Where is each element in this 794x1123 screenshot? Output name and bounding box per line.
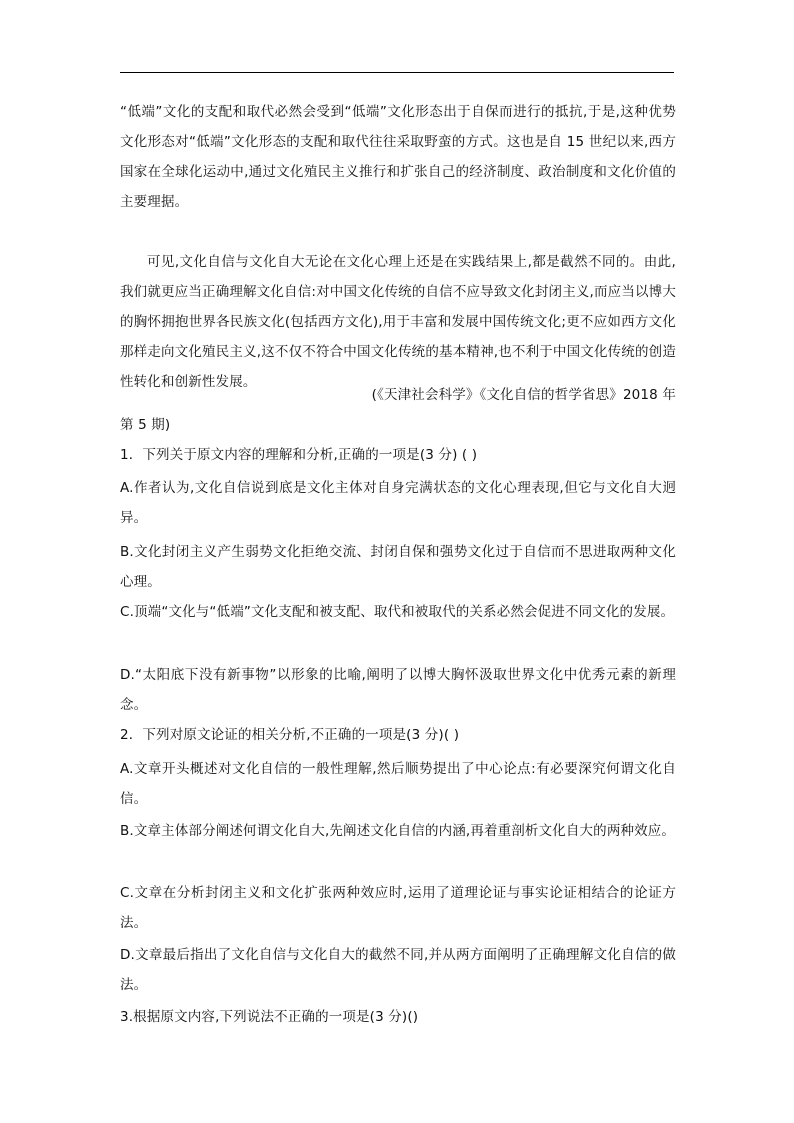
question-1-option-d: D.“太阳底下没有新事物”以形象的比喻,阐明了以博大胸怀汲取世界文化中优秀元素的新理念。 — [120, 667, 676, 713]
question-2-option-c: C.文章在分析封闭主义和文化扩张两种效应时,运用了道理论证与事实论证相结合的论证方法。 — [120, 885, 676, 931]
question-2-option-b: B.文章主体部分阐述何谓文化自大,先阐述文化自信的内涵,再着重剖析文化自大的两种效应。 — [120, 823, 676, 839]
header-rule — [120, 72, 674, 73]
question-2-stem: 2．下列对原文论证的相关分析,不正确的一项是(3 分)( ) — [120, 727, 460, 743]
question-1-stem: 1．下列关于原文内容的理解和分析,正确的一项是(3 分) ( ) — [120, 447, 478, 463]
paragraph-1: “低端”文化的支配和取代必然会受到“低端”文化形态出于自保而进行的抵抗,于是,这种优势文化形态对“低端”文化形态的支配和取代往往采取野蛮的方式。这也是自 15 世纪以来,西方国家在全球化运动中,通过文化殖民主义推行和扩张自己的经济制度、政治制度和文化价值的主要理据。 — [120, 104, 676, 210]
paragraph-2: 可见,文化自信与文化自大无论在文化心理上还是在实践结果上,都是截然不同的。由此, 我们就更应当正确理解文化自信:对中国文化传统的自信不应导致文化封闭主义,而应当以博大的胸怀拥抱世界各民族文化(包括西方文化),用于丰富和发展中国传统文化;更不应如西方文化那样走向文化殖民主义,这不仅不符合中国文化传统的基本精神,也不利于中国文化传统的创造性转化和创新性发展。 — [120, 254, 676, 390]
question-3-stem: 3.根据原文内容,下列说法不正确的一项是(3 分)() — [120, 1009, 419, 1025]
source-citation-line-2: 第 5 期) — [120, 417, 171, 433]
question-1-option-c: C.顶端“文化与“低端”文化支配和被支配、取代和被取代的关系必然会促进不同文化的发展。 — [120, 604, 675, 620]
question-1-option-a: A.作者认为,文化自信说到底是文化主体对自身完满状态的文化心理表现,但它与文化自大迥异。 — [120, 480, 676, 526]
question-1-option-b: B.文化封闭主义产生弱势文化拒绝交流、封闭自保和强势文化过于自信而不思进取两种文化心理。 — [120, 544, 676, 590]
question-2-option-a: A.文章开头概述对文化自信的一般性理解,然后顺势提出了中心论点:有必要深究何谓文化自信。 — [120, 761, 676, 807]
question-2-option-d: D.文章最后指出了文化自信与文化自大的截然不同,并从两方面阐明了正确理解文化自信的做法。 — [120, 947, 676, 993]
source-citation-line-1: (《天津社会科学》《文化自信的哲学省思》2018 年 — [371, 387, 676, 403]
